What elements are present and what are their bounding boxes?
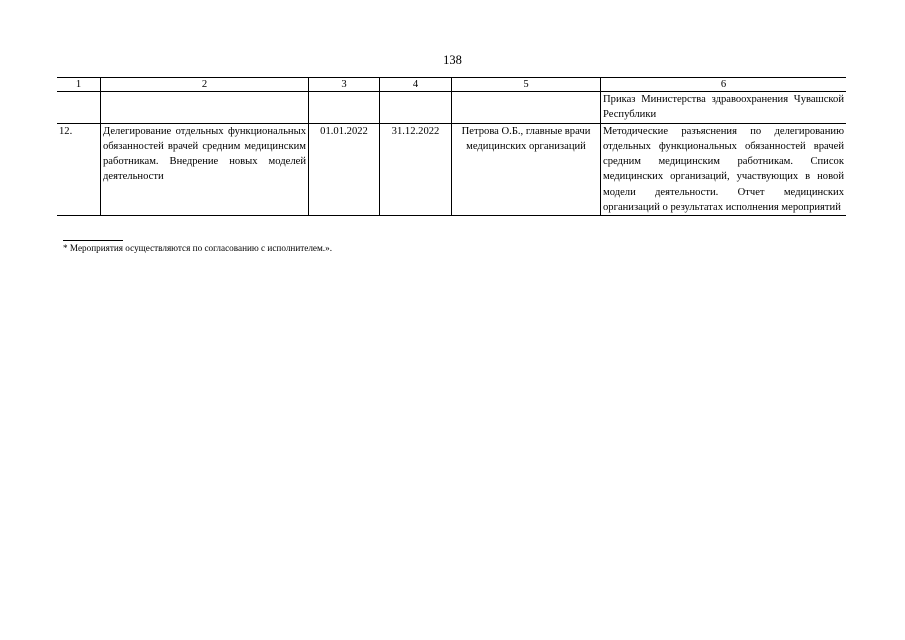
header-cell-3: 3 (309, 78, 380, 92)
table-row (57, 92, 846, 124)
header-cell-5: 5 (452, 78, 601, 92)
table-header-row (57, 78, 846, 92)
header-cell-4: 4 (380, 78, 452, 92)
activities-table (57, 77, 846, 216)
result-cell: Методические разъяснения по делегированию отдельных функциональных обязанностей врачей средним медицинским работникам. Список медицинских организаций, участвующих в новой модели деятельности. Отчет медицинских организаций о результатах исполнения мероприятий (601, 123, 847, 216)
header-cell-2: 2 (101, 78, 309, 92)
start-date-cell: 01.01.2022 (309, 123, 380, 216)
header-cell-6: 6 (601, 78, 847, 92)
header-cell-1: 1 (57, 78, 101, 92)
row-number: 12. (57, 123, 101, 216)
row-number (57, 92, 101, 124)
activity-cell (101, 92, 309, 124)
footnote: * Мероприятия осуществляются по согласованию с исполнителем.». (63, 243, 332, 253)
responsible-cell (452, 92, 601, 124)
end-date-cell: 31.12.2022 (380, 123, 452, 216)
end-date-cell (380, 92, 452, 124)
table-row (57, 123, 846, 216)
activity-cell: Делегирование отдельных функциональных обязанностей врачей средним медицинским работникам. Внедрение новых моделей деятельности (101, 123, 309, 216)
responsible-cell: Петрова О.Б., главные врачи медицинских организаций (452, 123, 601, 216)
start-date-cell (309, 92, 380, 124)
result-cell: Приказ Министерства здравоохранения Чувашской Республики (601, 92, 847, 124)
footnote-separator (63, 240, 123, 241)
page-number: 138 (443, 53, 462, 67)
